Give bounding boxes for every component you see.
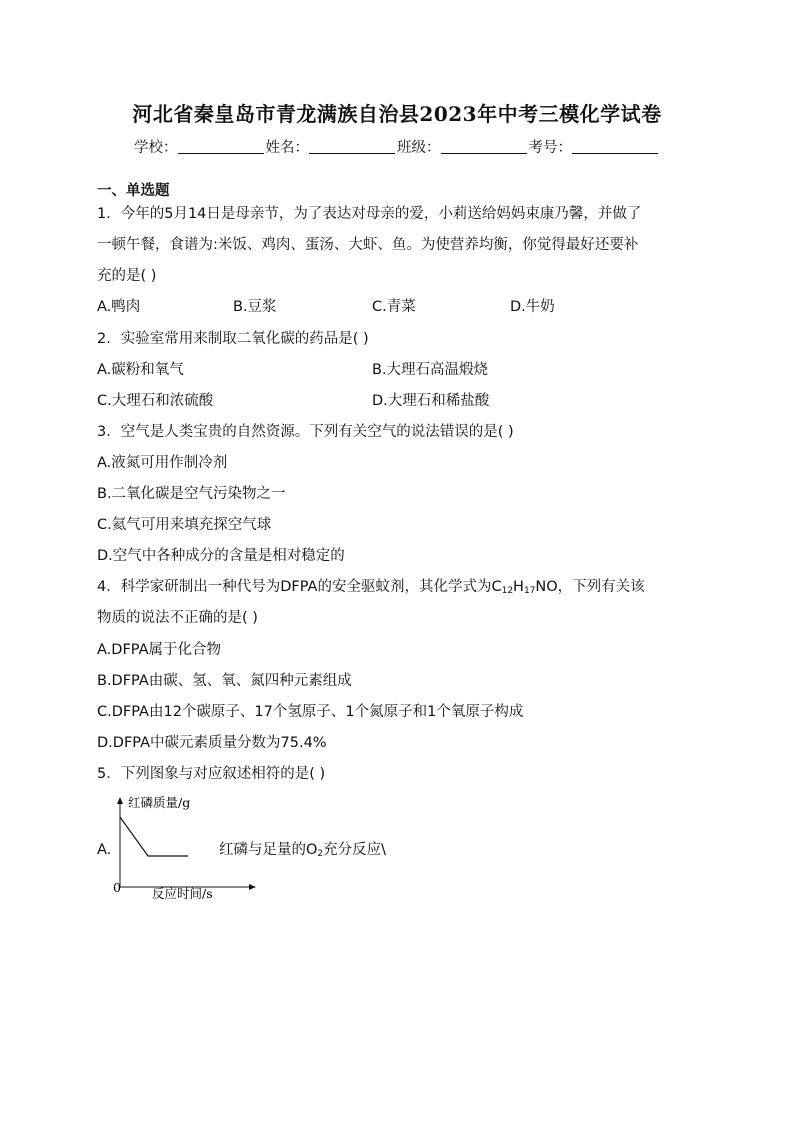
q5-option-a-letter[interactable]: A. xyxy=(97,842,112,858)
q2-text: 2．实验室常用来制取二氧化碳的药品是( ) xyxy=(97,331,369,347)
q4-text-line-1: 4．科学家研制出一种代号为DFPA的安全驱蚊剂，其化学式为$C_{12}H_{17}NO$，下列有关该 xyxy=(97,579,645,596)
q4-text-line-2: 物质的说法不正确的是( ) xyxy=(97,610,258,626)
y-axis-label: 红磷质量/g xyxy=(128,795,191,810)
q1-text-line-3: 充的是( ) xyxy=(97,268,157,284)
section-heading: 一、单选题 xyxy=(97,183,170,199)
x-axis-label: 反应时间/s xyxy=(152,886,213,901)
hydrogen-subscript: 17 xyxy=(523,586,536,596)
q3-option-a[interactable]: A.液氮可用作制冷剂 xyxy=(97,455,228,471)
q3-text: 3．空气是人类宝贵的自然资源。下列有关空气的说法错误的是( ) xyxy=(97,424,514,440)
x-axis-arrow xyxy=(249,884,256,890)
q4-option-a[interactable]: A.DFPA属于化合物 xyxy=(97,642,222,658)
carbon-subscript: 12 xyxy=(501,586,514,596)
exam-number-field[interactable]: 考号： xyxy=(529,136,661,157)
q1-option-d[interactable]: D.牛奶 xyxy=(510,299,555,315)
q2-option-a[interactable]: A.碳粉和氧气 xyxy=(97,362,184,378)
y-axis-arrow xyxy=(117,797,123,804)
q2-option-c[interactable]: C.大理石和浓硫酸 xyxy=(97,393,214,409)
class-field[interactable]: 班级： xyxy=(397,136,529,157)
school-field[interactable]: 学校： xyxy=(134,136,266,157)
student-info-row xyxy=(0,136,794,157)
q5-text: 5．下列图象与对应叙述相符的是( ) xyxy=(97,766,326,782)
q1-option-c[interactable]: C.青菜 xyxy=(372,299,416,315)
q2-option-b[interactable]: B.大理石高温煅烧 xyxy=(372,362,489,378)
q5-option-a-description: 红磷与足量的$O_2$充分反应\ xyxy=(219,842,387,859)
page-title: 河北省秦皇岛市青龙满族自治县2023年中考三模化学试卷 xyxy=(132,102,662,126)
q1-text-line-2: 一顿午餐，食谱为:米饭、鸡肉、蛋汤、大虾、鱼。为使营养均衡，你觉得最好还要补 xyxy=(97,237,639,253)
q1-option-b[interactable]: B.豆浆 xyxy=(233,299,277,315)
q3-option-c[interactable]: C.氦气可用来填充探空气球 xyxy=(97,517,272,533)
red-phosphorus-mass-curve xyxy=(120,817,188,856)
q4-option-d[interactable]: D.DFPA中碳元素质量分数为75.4% xyxy=(97,735,327,751)
q2-option-d[interactable]: D.大理石和稀盐酸 xyxy=(372,393,490,409)
q1-text-line-1: 1．今年的5月14日是母亲节，为了表达对母亲的爱，小莉送给妈妈束康乃馨，并做了 xyxy=(97,206,642,222)
q4-option-b[interactable]: B.DFPA由碳、氢、氧、氮四种元素组成 xyxy=(97,673,352,689)
q1-option-a[interactable]: A.鸭肉 xyxy=(97,299,141,315)
name-field[interactable]: 姓名： xyxy=(266,136,398,157)
q3-option-d[interactable]: D.空气中各种成分的含量是相对稳定的 xyxy=(97,548,345,564)
graph-origin-label: 0 xyxy=(113,880,121,895)
q4-option-c[interactable]: C.DFPA由12个碳原子、17个氢原子、1个氮原子和1个氧原子构成 xyxy=(97,704,524,720)
q3-option-b[interactable]: B.二氧化碳是空气污染物之一 xyxy=(97,486,286,502)
